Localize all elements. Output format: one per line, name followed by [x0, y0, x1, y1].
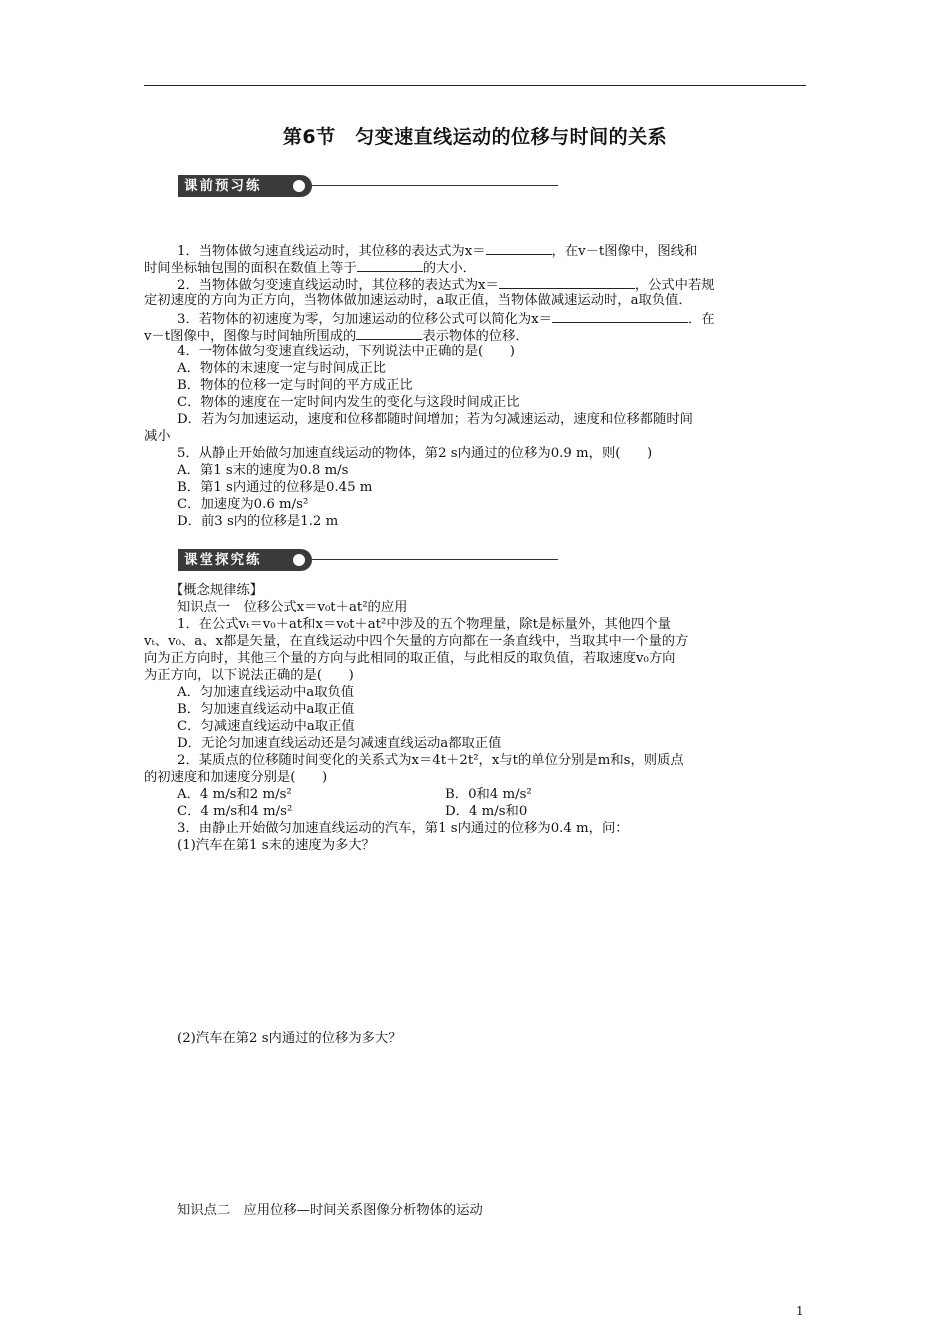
answer-blank	[357, 259, 423, 272]
subsection-heading: 【概念规律练】	[170, 583, 264, 598]
bullet-dot-icon	[293, 554, 305, 566]
answer-blank	[499, 276, 635, 289]
option-row	[177, 787, 841, 803]
option-line: D．若为匀加速运动，速度和位移都随时间增加；若为匀减速运动，速度和位移都随时间	[177, 412, 693, 427]
option-B: B．0和4 m/s²	[445, 787, 532, 802]
question-line: 3．若物体的初速度为零，匀加速运动的位移公式可以简化为x＝ ．在	[177, 312, 715, 327]
page-title: 第6节 匀变速直线运动的位移与时间的关系	[282, 126, 668, 148]
answer-blank	[552, 310, 688, 323]
banner-rule	[312, 185, 558, 186]
question-line: v－t图像中，图像与时间轴所围成的 表示物体的位移．	[144, 329, 529, 344]
option-line: 减小	[144, 429, 171, 444]
section-banner-classroom	[178, 549, 558, 571]
knowledge-point-heading: 知识点二 应用位移—时间关系图像分析物体的运动	[177, 1203, 483, 1218]
section-label: 课堂探究练	[178, 549, 312, 571]
question-line: 的初速度和加速度分别是( )	[144, 770, 328, 785]
option-line: B．物体的位移一定与时间的平方成正比	[177, 378, 413, 393]
option-line: C．匀减速直线运动中a取正值	[177, 719, 355, 734]
question-line: vₜ、v₀、a、x都是矢量，在直线运动中四个矢量的方向都在一条直线中，当取其中一个量的方	[144, 634, 689, 649]
answer-blank	[486, 242, 552, 255]
sub-question: (2)汽车在第2 s内通过的位移为多大？	[177, 1031, 402, 1046]
question-line: 1．在公式vₜ＝v₀＋at和x＝v₀t＋at²中涉及的五个物理量，除t是标量外，其他四个量	[177, 617, 671, 632]
option-D: D．4 m/s和0	[445, 804, 528, 819]
option-C: C．4 m/s和4 m/s²	[177, 804, 293, 819]
option-line: D．前3 s内的位移是1.2 m	[177, 514, 339, 529]
option-row	[177, 804, 841, 820]
question-line: 定初速度的方向为正方向，当物体做加速运动时，a取正值，当物体做减速运动时，a取负值．	[144, 293, 692, 308]
question-line: 时间坐标轴包围的面积在数值上等于 的大小．	[144, 261, 476, 276]
knowledge-point-heading: 知识点一 位移公式x＝v₀t＋at²的应用	[177, 600, 408, 615]
option-line: A．匀加速直线运动中a取负值	[177, 685, 355, 700]
section-banner-preview	[178, 175, 558, 197]
section-label: 课前预习练	[178, 175, 312, 197]
option-A: A．4 m/s和2 m/s²	[177, 787, 292, 802]
banner-rule	[312, 559, 558, 560]
option-line: A．第1 s末的速度为0.8 m/s	[177, 463, 349, 478]
option-line: B．匀加速直线运动中a取正值	[177, 702, 355, 717]
option-line: D．无论匀加速直线运动还是匀减速直线运动a都取正值	[177, 736, 502, 751]
option-line: A．物体的末速度一定与时间成正比	[177, 361, 387, 376]
page-number: 1	[796, 1304, 804, 1318]
header-rule	[144, 85, 806, 86]
option-line: B．第1 s内通过的位移是0.45 m	[177, 480, 373, 495]
question-line: 2．某质点的位移随时间变化的关系式为x＝4t＋2t²，x与t的单位分别是m和s，则质点	[177, 753, 684, 768]
question-line: 1．当物体做匀速直线运动时，其位移的表达式为x＝ ，在v－t图像中，图线和	[177, 244, 698, 259]
question-line: 为正方向，以下说法正确的是( )	[144, 668, 354, 683]
option-line: C．加速度为0.6 m/s²	[177, 497, 309, 512]
question-line: 2．当物体做匀变速直线运动时，其位移的表达式为x＝ ，公式中若规	[177, 278, 715, 293]
sub-question: (1)汽车在第1 s末的速度为多大？	[177, 838, 375, 853]
question-line: 向为正方向时，其他三个量的方向与此相同的取正值，与此相反的取负值，若取速度v₀方向	[144, 651, 676, 666]
answer-blank	[356, 327, 422, 340]
option-line: C．物体的速度在一定时间内发生的变化与这段时间成正比	[177, 395, 520, 410]
question-line: 5．从静止开始做匀加速直线运动的物体，第2 s内通过的位移为0.9 m，则( )	[177, 446, 653, 461]
bullet-dot-icon	[293, 180, 305, 192]
question-line: 4．一物体做匀变速直线运动，下列说法中正确的是( )	[177, 344, 515, 359]
question-line: 3．由静止开始做匀加速直线运动的汽车，第1 s内通过的位移为0.4 m，问：	[177, 821, 629, 836]
